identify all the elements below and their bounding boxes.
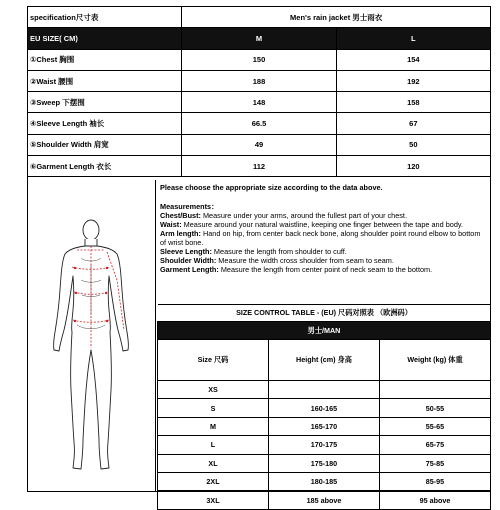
height-cell: 165-170 (269, 417, 380, 435)
spec-row-label: ③Sweep 下摆围 (28, 92, 182, 113)
height-cell: 175-180 (269, 454, 380, 472)
measurement-waist: Waist: Measure around your natural waistline, keeping one finger between the tape and body. (160, 220, 464, 229)
spec-row-label: ②Waist 腰围 (28, 70, 182, 91)
spec-row-m: 148 (182, 92, 336, 113)
size-cell: 2XL (158, 472, 269, 490)
spec-row-m: 112 (182, 156, 336, 177)
spec-title-left: specification尺寸表 (28, 7, 182, 28)
size-cell: XS (158, 381, 269, 399)
size-cell: M (158, 417, 269, 435)
spec-row-label: ④Sleeve Length 袖长 (28, 113, 182, 134)
size-cell: L (158, 436, 269, 454)
size-cell: 3XL (158, 491, 269, 509)
measurement-shoulder-width: Shoulder Width: Measure the width cross shoulder from seam to seam. (160, 256, 394, 265)
spec-row-label: ①Chest 胸围 (28, 49, 182, 70)
size-table-row (158, 491, 491, 509)
size-table-header-height: Height (cm) 身高 (269, 340, 380, 381)
height-cell: 160-165 (269, 399, 380, 417)
weight-cell: 85-95 (380, 472, 491, 490)
weight-cell: 65-75 (380, 436, 491, 454)
spec-row-l: 50 (336, 134, 490, 155)
size-table-gender: 男士/MAN (158, 322, 491, 340)
measurement-arm-length: Arm length: Hand on hip, from center back neck bone, along shoulder point round elbow to bottom of wrist bone. (160, 229, 481, 247)
measurement-chest: Chest/Bust: Measure under your arms, around the fullest part of your chest. (160, 211, 407, 220)
spec-row-label: ⑤Shoulder Width 肩宽 (28, 134, 182, 155)
spec-row-l: 192 (336, 70, 490, 91)
spec-row-m: 49 (182, 134, 336, 155)
spec-row-m: 66.5 (182, 113, 336, 134)
page-frame (27, 6, 491, 492)
size-advice: Please choose the appropriate size according to the data above. (160, 183, 383, 192)
spec-row-label: ⑥Garment Length 衣长 (28, 156, 182, 177)
weight-cell: 55-65 (380, 417, 491, 435)
measurements-heading: Measurements： (160, 202, 219, 211)
spec-header-m: M (182, 28, 336, 49)
spec-header-size: EU SIZE( CM) (28, 28, 182, 49)
spec-row-l: 67 (336, 113, 490, 134)
spec-row-l: 154 (336, 49, 490, 70)
size-cell: XL (158, 454, 269, 472)
spec-row-l: 158 (336, 92, 490, 113)
spec-title-right: Men's rain jacket 男士雨衣 (182, 7, 491, 28)
spec-row-m: 150 (182, 49, 336, 70)
spec-row-l: 120 (336, 156, 490, 177)
measurement-garment-length: Garment Length: Measure the length from center point of neck seam to the bottom. (160, 265, 433, 274)
height-cell: 180-185 (269, 472, 380, 490)
measurement-sleeve-length: Sleeve Length: Measure the length from shoulder to cuff. (160, 247, 347, 256)
spec-row-m: 188 (182, 70, 336, 91)
spec-header-l: L (336, 28, 490, 49)
size-table-header-weight: Weight (kg) 体重 (380, 340, 491, 381)
weight-cell: 75-85 (380, 454, 491, 472)
weight-cell: 50-55 (380, 399, 491, 417)
height-cell: 185 above (269, 491, 380, 509)
weight-cell: 95 above (380, 491, 491, 509)
size-table-title: SIZE CONTROL TABLE - (EU) 尺码对照表 （欧洲码） (158, 305, 491, 322)
height-cell: 170-175 (269, 436, 380, 454)
size-table-header-size: Size 尺码 (158, 340, 269, 381)
size-cell: S (158, 399, 269, 417)
